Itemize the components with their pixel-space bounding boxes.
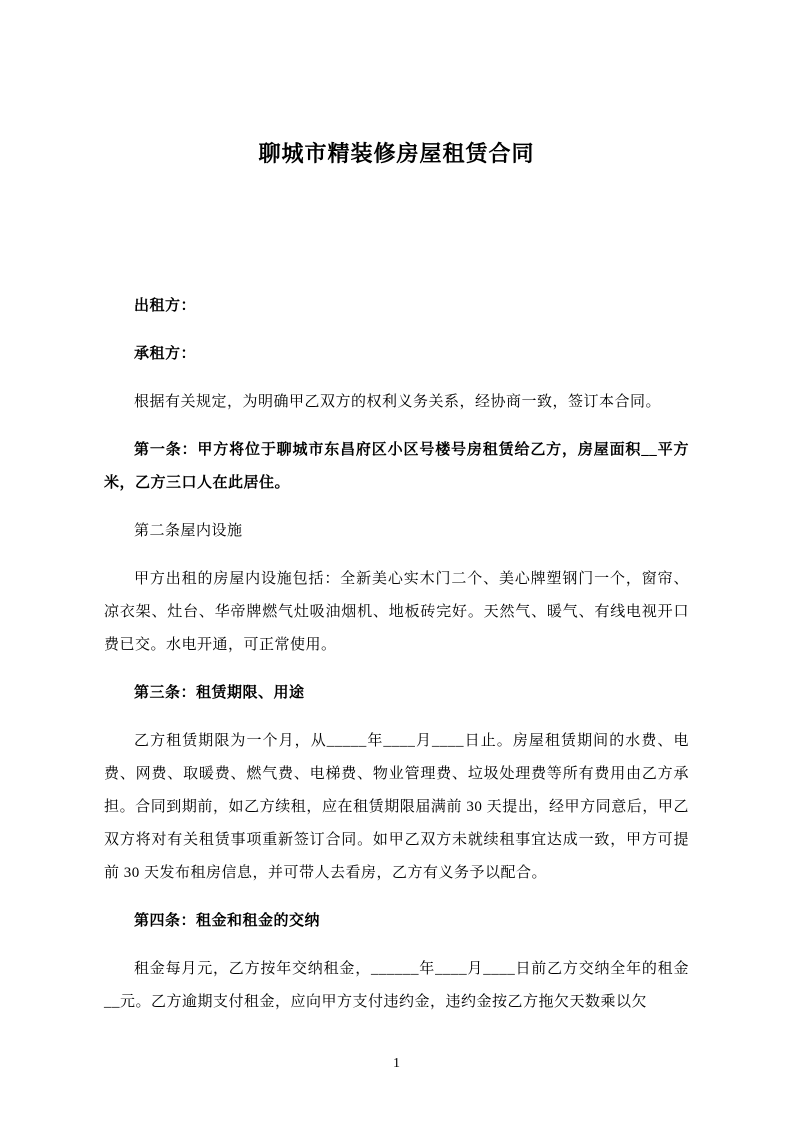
paragraph-clause-3-body: 乙方租赁期限为一个月，从_____年____月____日止。房屋租赁期间的水费、电费、网费、取暖费、燃气费、电梯费、物业管理费、垃圾处理费等所有费用由乙方承担。合同到期前，如乙方续租，应在租赁期限届满前 30 天提出，经甲方同意后，甲乙双方将对有关租赁事项重新签订合同。如甲乙双方未就续租事宜达成一致，甲方可提前 30 天发布租房信息，并可带人去看房，乙方有义务予以配合。: [104, 733, 689, 881]
paragraph-clause-4-body: 租金每月元，乙方按年交纳租金，______年____月____日前乙方交纳全年的租金__元。乙方逾期支付租金，应向甲方支付违约金，违约金按乙方拖欠天数乘以欠: [104, 961, 689, 1010]
paragraph-clause-4-heading: 第四条：租金和租金的交纳: [134, 913, 321, 929]
document-title: 聊城市精装修房屋租赁合同: [258, 142, 535, 167]
paragraph-clause-2-body: 甲方出租的房屋内设施包括：全新美心实木门二个、美心牌塑钢门一个，窗帘、凉衣架、灶台、华帝牌燃气灶吸油烟机、地板砖完好。天然气、暖气、有线电视开口费已交。水电开通，可正常使用。: [104, 571, 689, 653]
paragraph-lessee: 承租方：: [134, 346, 197, 362]
paragraph-clause-2-heading: 第二条屋内设施: [134, 523, 243, 539]
paragraph-lessor: 出租方：: [134, 298, 197, 314]
paragraph-clause-1: 第一条：甲方将位于聊城市东昌府区小区号楼号房租赁给乙方，房屋面积__平方米，乙方三口人在此居住。: [104, 442, 689, 491]
paragraph-preamble: 根据有关规定，为明确甲乙双方的权利义务关系，经协商一致，签订本合同。: [134, 394, 662, 410]
document-body: [104, 290, 689, 1019]
page-number: 1: [393, 1056, 400, 1071]
paragraph-clause-3-heading: 第三条：租赁期限、用途: [134, 685, 305, 701]
